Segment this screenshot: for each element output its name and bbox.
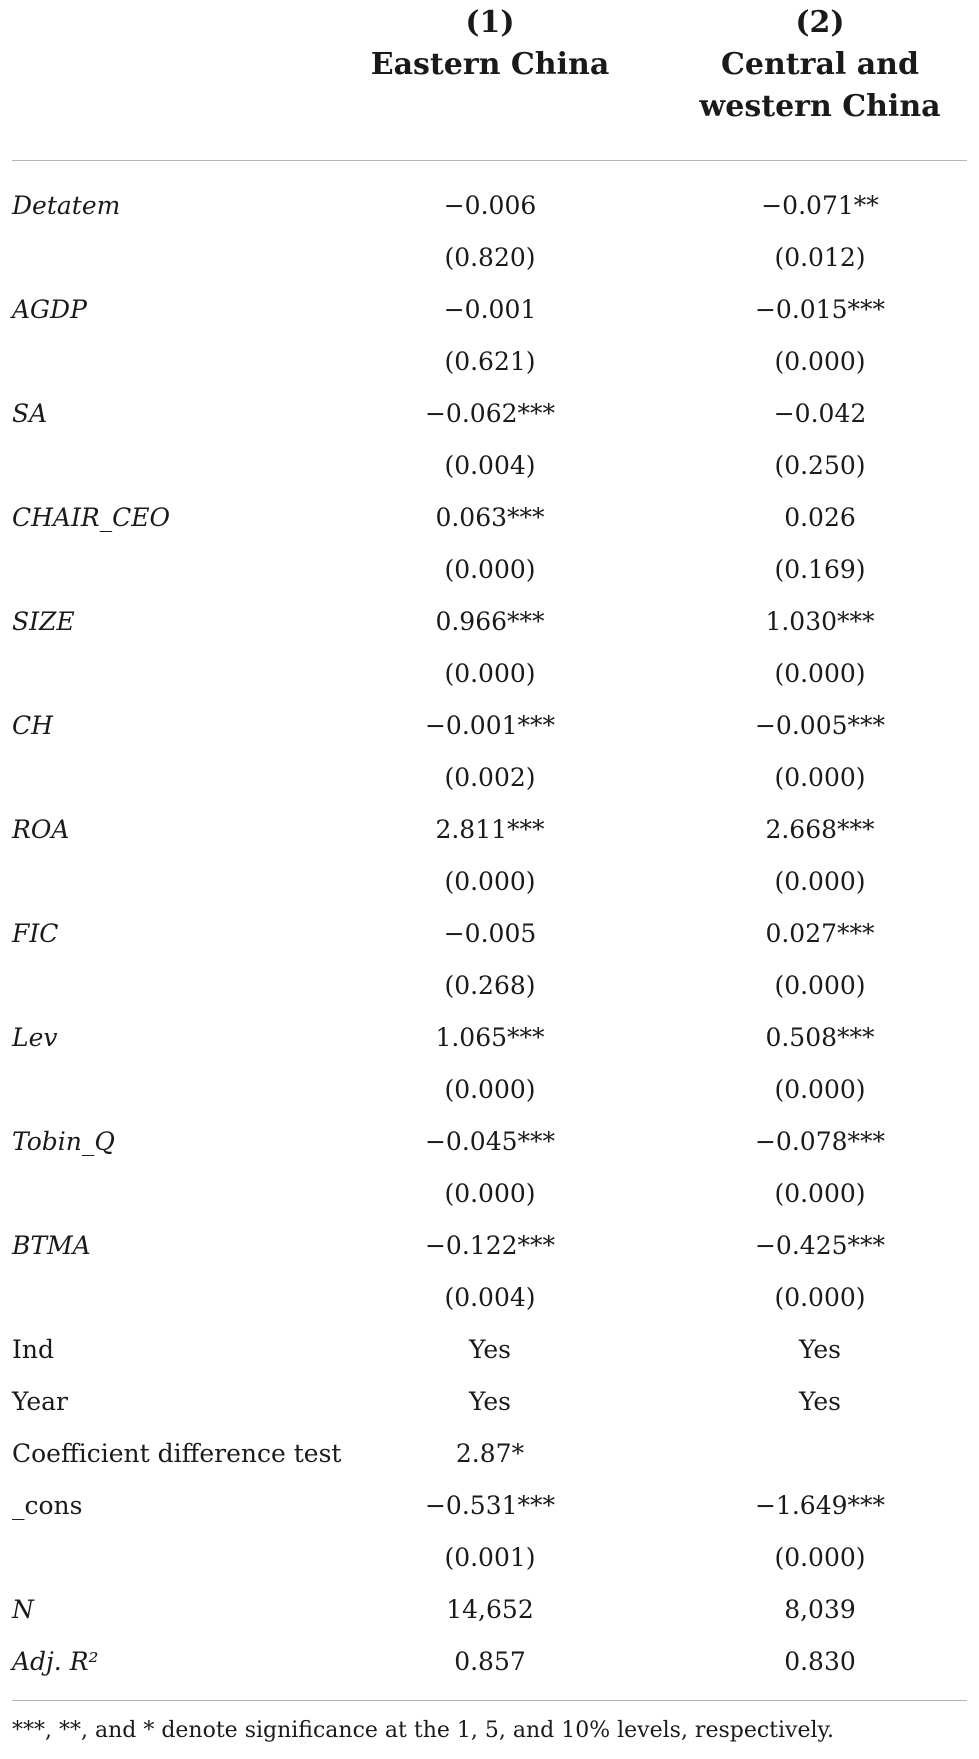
table-header bbox=[0, 0, 979, 160]
table-row bbox=[0, 648, 979, 700]
table-row bbox=[0, 1532, 979, 1584]
value-central-western-china: (0.012) bbox=[774, 243, 866, 272]
table-row bbox=[0, 1428, 979, 1480]
header-divider bbox=[12, 160, 967, 161]
value-eastern-china: 1.065*** bbox=[435, 1023, 545, 1052]
value-central-western-china: −0.015*** bbox=[754, 295, 886, 324]
table-row bbox=[0, 232, 979, 284]
value-central-western-china: (0.000) bbox=[774, 763, 866, 792]
row-label: Lev bbox=[12, 1023, 58, 1052]
column-label: Eastern China bbox=[370, 47, 610, 82]
row-label: FIC bbox=[12, 919, 59, 948]
value-eastern-china: −0.045*** bbox=[424, 1127, 556, 1156]
row-label: Detatem bbox=[12, 191, 121, 220]
significance-footnote: ***, **, and * denote significance at the 1, 5, and 10% levels, respectively. bbox=[12, 1718, 835, 1743]
value-central-western-china: 2.668*** bbox=[765, 815, 875, 844]
table-row bbox=[0, 284, 979, 336]
value-central-western-china: (0.169) bbox=[774, 555, 866, 584]
row-label: Year bbox=[12, 1387, 68, 1416]
row-label: SA bbox=[12, 399, 48, 428]
value-eastern-china: 2.87* bbox=[455, 1439, 525, 1468]
value-eastern-china: 0.857 bbox=[454, 1647, 526, 1676]
table-row bbox=[0, 1168, 979, 1220]
row-label: SIZE bbox=[12, 607, 75, 636]
value-eastern-china: 0.966*** bbox=[435, 607, 545, 636]
value-eastern-china: −0.006 bbox=[443, 191, 537, 220]
row-label: CH bbox=[12, 711, 53, 740]
table-row bbox=[0, 492, 979, 544]
value-eastern-china: (0.001) bbox=[444, 1543, 536, 1572]
value-central-western-china: 0.026 bbox=[784, 503, 856, 532]
value-central-western-china: −0.425*** bbox=[754, 1231, 886, 1260]
value-eastern-china: 0.063*** bbox=[435, 503, 545, 532]
column-header-2 bbox=[670, 2, 970, 128]
table-row bbox=[0, 804, 979, 856]
table-row bbox=[0, 752, 979, 804]
table-row bbox=[0, 700, 979, 752]
row-label: Adj. R² bbox=[12, 1647, 99, 1676]
value-eastern-china: (0.004) bbox=[444, 451, 536, 480]
row-label: Coefficient difference test bbox=[12, 1439, 342, 1468]
column-label: Central and western China bbox=[699, 47, 941, 124]
value-eastern-china: −0.062*** bbox=[424, 399, 556, 428]
value-eastern-china: (0.820) bbox=[444, 243, 536, 272]
table-row bbox=[0, 596, 979, 648]
value-central-western-china: (0.000) bbox=[774, 867, 866, 896]
table-row bbox=[0, 440, 979, 492]
value-central-western-china: Yes bbox=[799, 1335, 841, 1364]
value-central-western-china: −1.649*** bbox=[754, 1491, 886, 1520]
value-eastern-china: 14,652 bbox=[446, 1595, 534, 1624]
value-central-western-china: 0.027*** bbox=[765, 919, 875, 948]
value-eastern-china: (0.000) bbox=[444, 1075, 536, 1104]
table-row bbox=[0, 336, 979, 388]
value-eastern-china: Yes bbox=[469, 1387, 511, 1416]
value-central-western-china: (0.000) bbox=[774, 1075, 866, 1104]
row-label: _cons bbox=[12, 1491, 83, 1520]
value-central-western-china: (0.000) bbox=[774, 1283, 866, 1312]
table-row bbox=[0, 388, 979, 440]
row-label: ROA bbox=[12, 815, 70, 844]
table-row bbox=[0, 1012, 979, 1064]
table-row bbox=[0, 1636, 979, 1688]
table-row bbox=[0, 1064, 979, 1116]
value-eastern-china: (0.004) bbox=[444, 1283, 536, 1312]
row-label: CHAIR_CEO bbox=[12, 503, 171, 532]
value-central-western-china: −0.071** bbox=[761, 191, 879, 220]
value-central-western-china: (0.000) bbox=[774, 347, 866, 376]
value-eastern-china: (0.268) bbox=[444, 971, 536, 1000]
value-eastern-china: (0.000) bbox=[444, 659, 536, 688]
value-central-western-china: −0.042 bbox=[773, 399, 867, 428]
value-eastern-china: (0.000) bbox=[444, 555, 536, 584]
row-label: N bbox=[12, 1595, 34, 1624]
row-label: Ind bbox=[12, 1335, 54, 1364]
value-central-western-china: (0.000) bbox=[774, 1543, 866, 1572]
table-row bbox=[0, 908, 979, 960]
value-eastern-china: (0.000) bbox=[444, 1179, 536, 1208]
value-central-western-china: −0.005*** bbox=[754, 711, 886, 740]
row-label: AGDP bbox=[12, 295, 87, 324]
value-eastern-china: (0.000) bbox=[444, 867, 536, 896]
value-eastern-china: Yes bbox=[469, 1335, 511, 1364]
table-row bbox=[0, 1116, 979, 1168]
column-number: (2) bbox=[795, 5, 845, 40]
value-central-western-china: 1.030*** bbox=[765, 607, 875, 636]
value-eastern-china: −0.005 bbox=[443, 919, 537, 948]
value-eastern-china: (0.621) bbox=[444, 347, 536, 376]
value-eastern-china: 2.811*** bbox=[435, 815, 545, 844]
value-eastern-china: (0.002) bbox=[444, 763, 536, 792]
table-row bbox=[0, 1584, 979, 1636]
table-body bbox=[0, 180, 979, 1688]
value-central-western-china: (0.000) bbox=[774, 1179, 866, 1208]
value-eastern-china: −0.122*** bbox=[424, 1231, 556, 1260]
value-central-western-china: Yes bbox=[799, 1387, 841, 1416]
table-row bbox=[0, 1480, 979, 1532]
table-row bbox=[0, 1324, 979, 1376]
table-row bbox=[0, 1220, 979, 1272]
value-central-western-china: (0.250) bbox=[774, 451, 866, 480]
column-header-1 bbox=[340, 2, 640, 86]
table-row bbox=[0, 960, 979, 1012]
value-eastern-china: −0.001 bbox=[443, 295, 537, 324]
table-row bbox=[0, 544, 979, 596]
footer-divider bbox=[12, 1700, 967, 1701]
column-number: (1) bbox=[465, 5, 515, 40]
table-row bbox=[0, 856, 979, 908]
table-row bbox=[0, 180, 979, 232]
value-eastern-china: −0.001*** bbox=[424, 711, 556, 740]
value-eastern-china: −0.531*** bbox=[424, 1491, 556, 1520]
value-central-western-china: 0.508*** bbox=[765, 1023, 875, 1052]
row-label: Tobin_Q bbox=[12, 1127, 115, 1156]
value-central-western-china: (0.000) bbox=[774, 659, 866, 688]
table-row bbox=[0, 1272, 979, 1324]
value-central-western-china: 0.830 bbox=[784, 1647, 856, 1676]
row-label: BTMA bbox=[12, 1231, 91, 1260]
value-central-western-china: 8,039 bbox=[784, 1595, 856, 1624]
value-central-western-china: (0.000) bbox=[774, 971, 866, 1000]
value-central-western-china: −0.078*** bbox=[754, 1127, 886, 1156]
table-row bbox=[0, 1376, 979, 1428]
